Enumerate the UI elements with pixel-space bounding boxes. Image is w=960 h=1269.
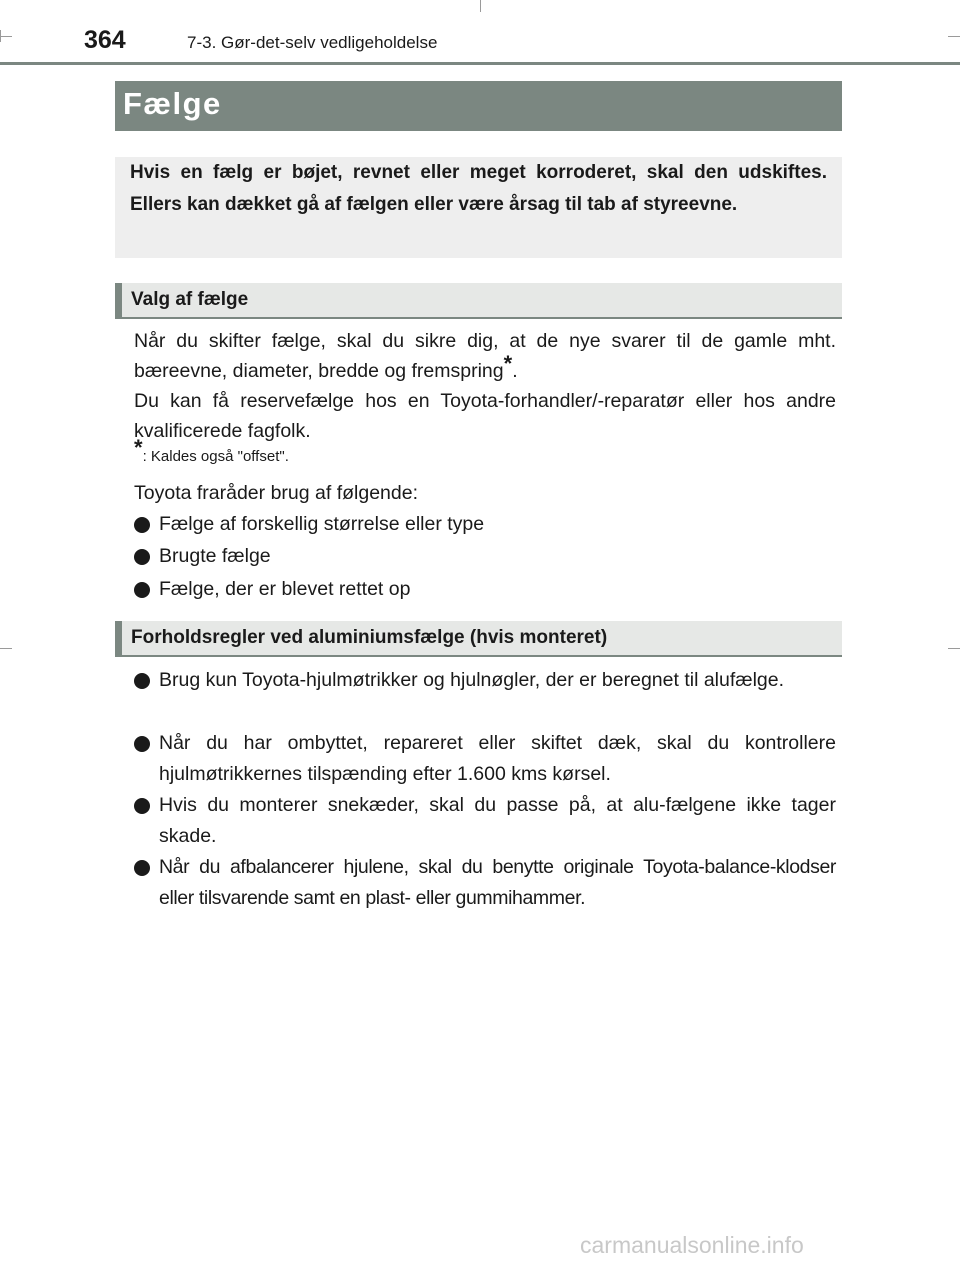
- list-item: [134, 541, 836, 572]
- bullet-icon: [134, 798, 150, 814]
- list-intro: Toyota fraråder brug af følgende:: [134, 482, 418, 504]
- list-item-text: Når du afbalancerer hjulene, skal du benytte originale Toyota-balance-klodser eller tilsvarende samt en plast- eller gummihammer.: [159, 856, 836, 909]
- intro-box: [115, 157, 842, 258]
- bullet-icon: [134, 549, 150, 565]
- paragraph-text: Når du skifter fælge, skal du sikre dig, at de nye svarer til de gamle mht. bæreevne, diameter, bredde og fremspring: [134, 330, 836, 382]
- paragraph-end: .: [512, 360, 518, 382]
- crop-mark: [948, 36, 960, 37]
- list-item-text: Fælge af forskellig størrelse eller type: [159, 513, 485, 535]
- header-divider: [0, 62, 960, 65]
- section-heading-label: Valg af fælge: [131, 289, 249, 310]
- bullet-icon: [134, 736, 150, 752]
- crop-mark: [0, 648, 12, 649]
- list-item: [134, 574, 836, 605]
- bullet-icon: [134, 860, 150, 876]
- chapter-title: 7-3. Gør-det-selv vedligeholdelse: [187, 33, 438, 52]
- list-item-text: Hvis du monterer snekæder, skal du passe på, at alu-fælgene ikke tager skade.: [159, 794, 836, 847]
- page-title: Fælge: [123, 86, 222, 121]
- intro-text: Hvis en fælg er bøjet, revnet eller meget korroderet, skal den udskiftes. Ellers kan dækket gå af fælgen eller være årsag til tab af styreevne.: [130, 162, 827, 215]
- section1-paragraph1: [134, 326, 836, 386]
- list-item: [134, 852, 836, 914]
- bullet-icon: [134, 673, 150, 689]
- list-item-text: Brugte fælge: [159, 545, 271, 567]
- list-item-text: Fælge, der er blevet rettet op: [159, 578, 411, 600]
- section-heading-aluminium-precautions: [115, 621, 842, 657]
- section1-body: [134, 326, 836, 468]
- footnote-text: : Kaldes også "offset".: [142, 448, 289, 465]
- section-heading-label: Forholdsregler ved aluminiumsfælge (hvis monteret): [131, 627, 608, 648]
- list-item-text: Brug kun Toyota-hjulmøtrikker og hjulnøgler, der er beregnet til alufælge.: [159, 669, 785, 691]
- bullet-icon: [134, 582, 150, 598]
- crop-mark: [0, 36, 12, 37]
- watermark: carmanualsonline.info: [580, 1232, 804, 1258]
- crop-mark: [480, 0, 481, 12]
- footnote: [134, 435, 836, 468]
- footnote-marker: *: [134, 435, 143, 460]
- bullet-icon: [134, 517, 150, 533]
- page-number: 364: [84, 26, 126, 54]
- list-item: [134, 665, 836, 696]
- page-title-bar: [115, 81, 842, 131]
- list-item: [134, 509, 836, 540]
- section-heading-wheel-selection: [115, 283, 842, 319]
- section1-paragraph2: Du kan få reservefælge hos en Toyota-forhandler/-reparatør eller hos andre kvalificerede fagfolk.: [134, 390, 836, 442]
- list-item: [134, 790, 836, 852]
- crop-mark: [948, 648, 960, 649]
- footnote-marker: *: [503, 351, 513, 376]
- list-item-text: Når du har ombyttet, repareret eller skiftet dæk, skal du kontrollere hjulmøtrikkernes tilspænding efter 1.600 kms kørsel.: [159, 732, 836, 785]
- list-item: [134, 728, 836, 790]
